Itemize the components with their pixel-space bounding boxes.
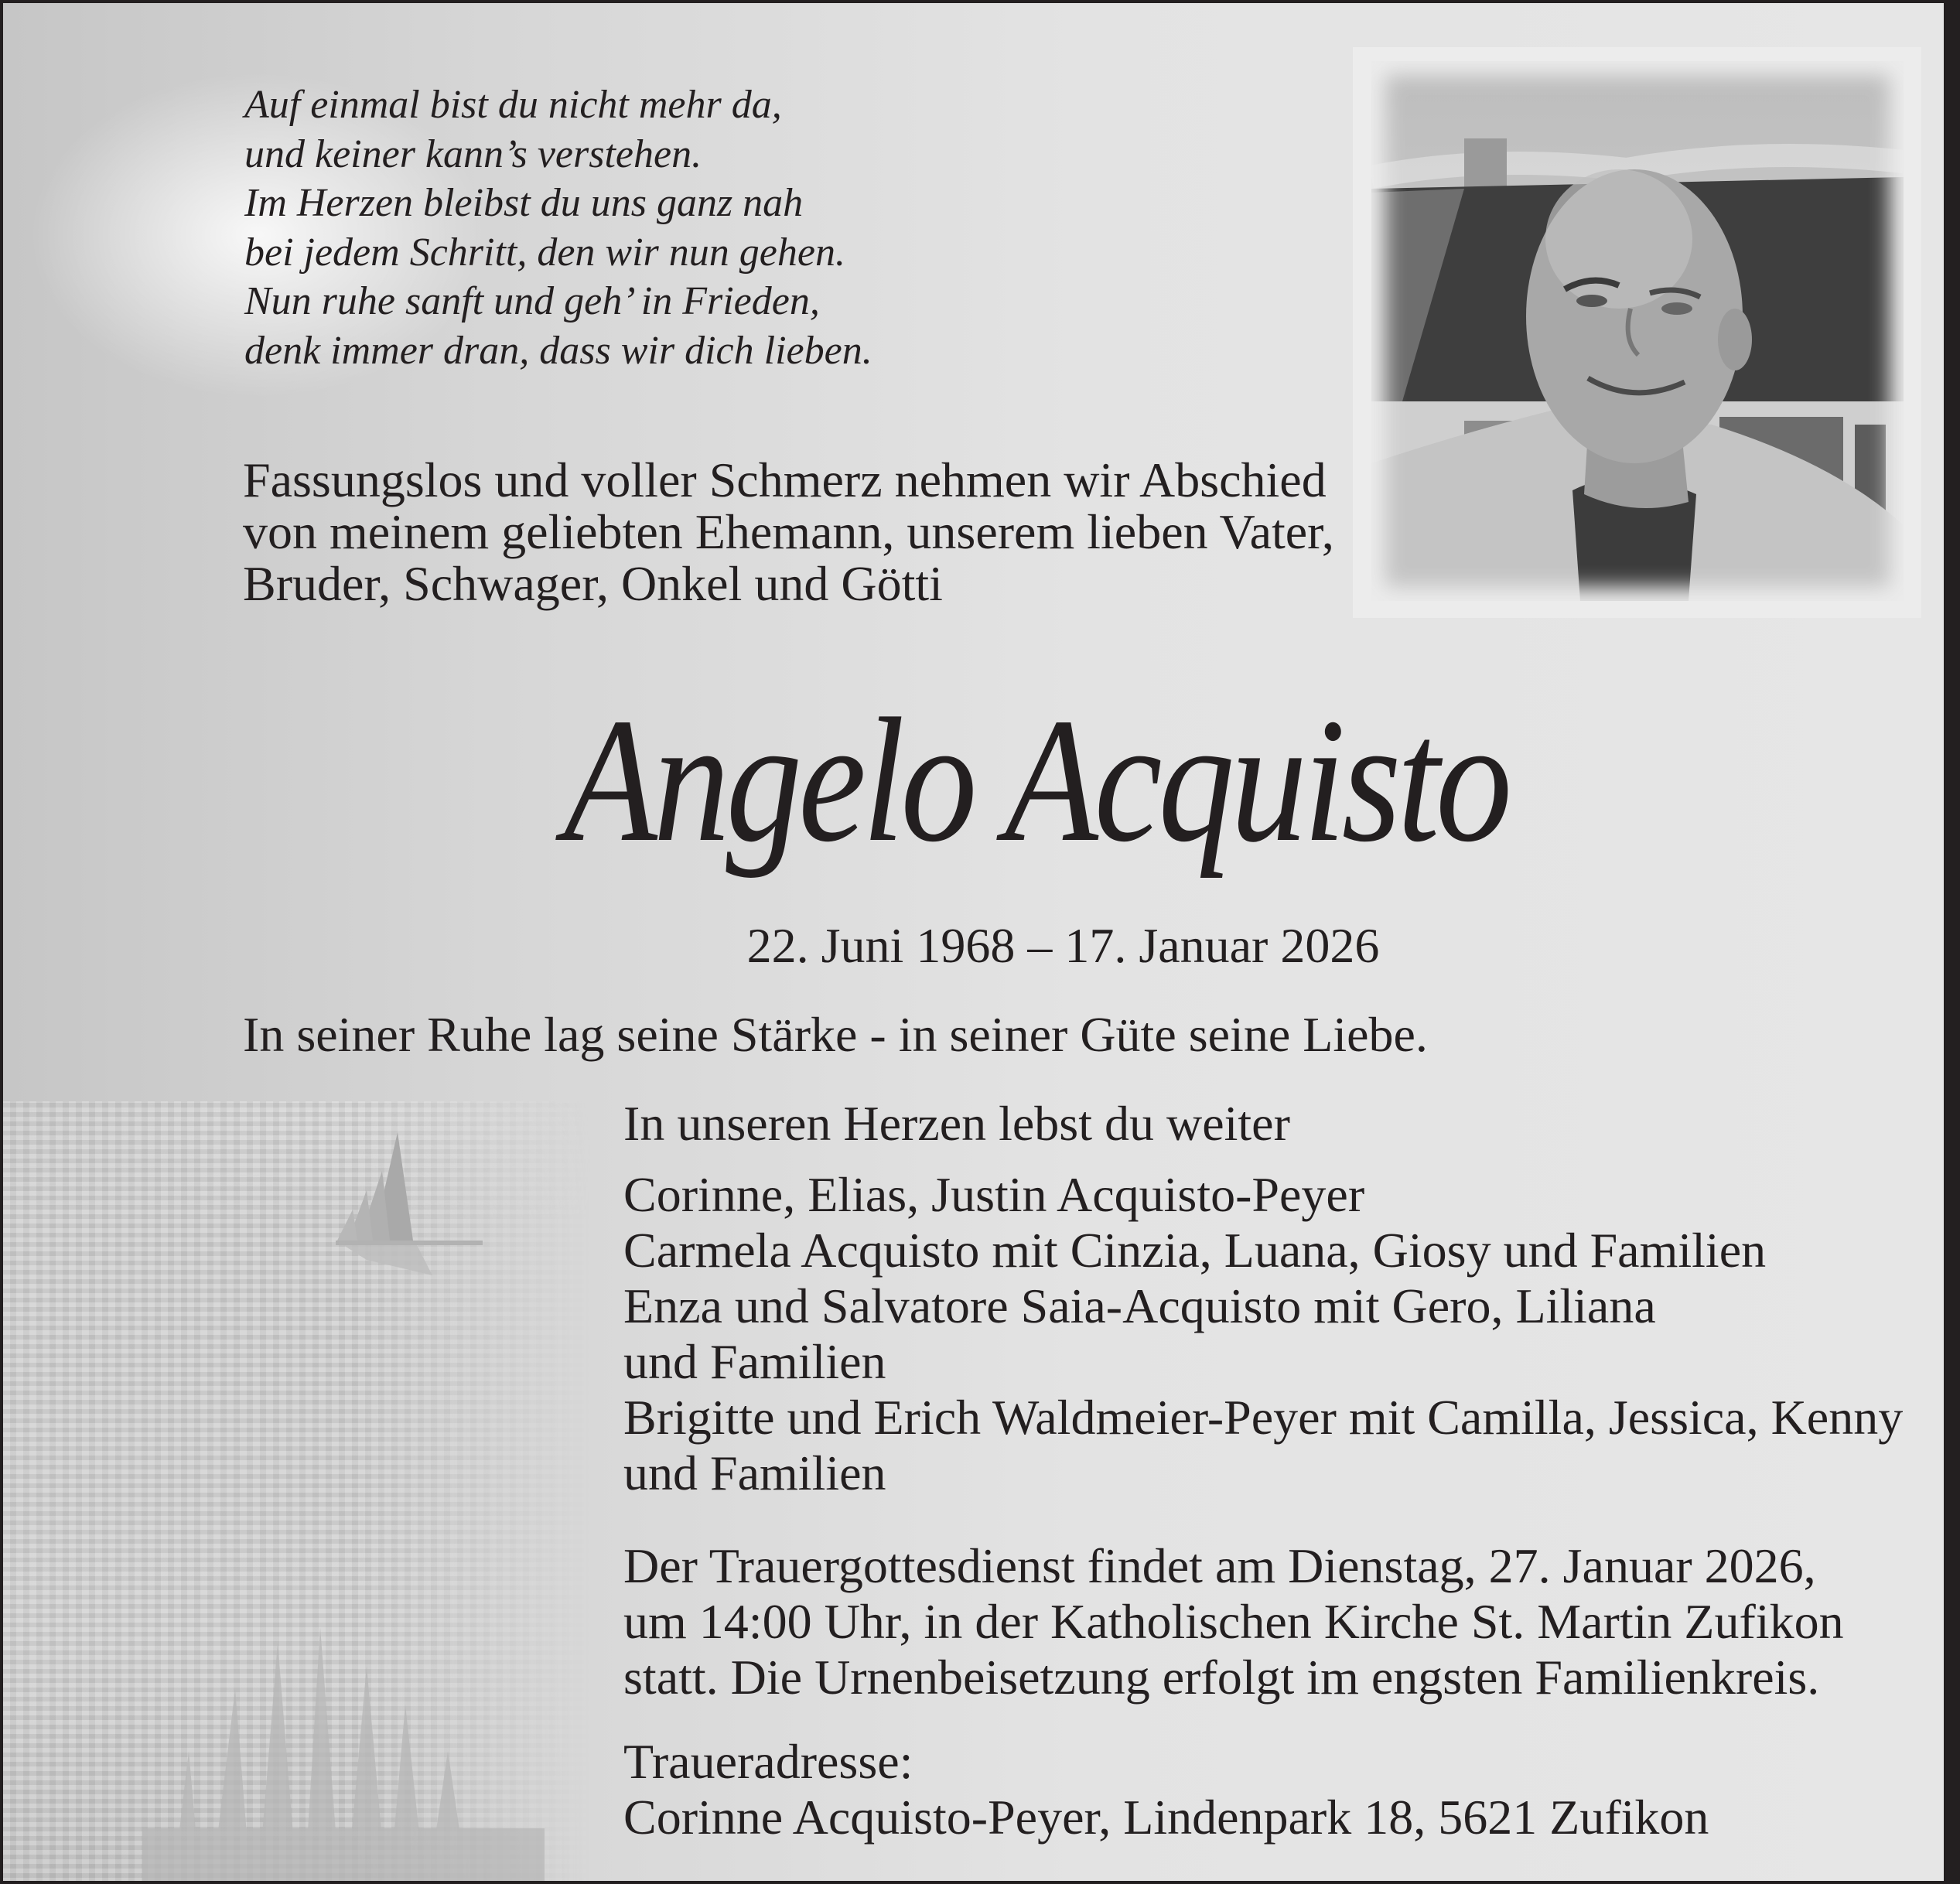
border-right	[1944, 3, 1951, 1881]
service-line: statt. Die Urnenbeisetzung erfolgt im engsten Familienkreis.	[623, 1650, 1820, 1705]
obituary-card	[3, 3, 1951, 1881]
service-line: um 14:00 Uhr, in der Katholischen Kirche St. Martin Zufikon	[623, 1594, 1844, 1649]
intro-line: Fassungslos und voller Schmerz nehmen wir Abschied	[243, 452, 1327, 507]
mourner-line: Carmela Acquisto mit Cinzia, Luana, Giosy und Familien	[623, 1223, 1767, 1278]
mourner-line: Brigitte und Erich Waldmeier-Peyer mit Camilla, Jessica, Kenny	[623, 1390, 1904, 1445]
mourners-heading: In unseren Herzen lebst du weiter	[623, 1096, 1290, 1151]
service-line: Der Trauergottesdienst findet am Dienstag, 27. Januar 2026,	[623, 1538, 1816, 1593]
poem	[244, 80, 872, 375]
life-dates: 22. Juni 1968 – 17. Januar 2026	[746, 918, 1380, 973]
intro-line: Bruder, Schwager, Onkel und Götti	[243, 556, 943, 611]
sailboat-icon	[282, 1117, 514, 1302]
photo-vignette	[1371, 61, 1904, 601]
deceased-name: Angelo Acquisto	[564, 681, 1508, 879]
motto: In seiner Ruhe lag seine Stärke - in seiner Güte seine Liebe.	[243, 1007, 1428, 1062]
mourner-line: Corinne, Elias, Justin Acquisto-Peyer	[623, 1167, 1365, 1222]
mourners-list	[623, 1167, 1903, 1501]
mourner-line: Enza und Salvatore Saia-Acquisto mit Gero, Liliana	[623, 1278, 1656, 1333]
mourner-line: und Familien	[623, 1445, 886, 1500]
reeds-silhouette-icon	[142, 1596, 545, 1881]
service-info	[623, 1538, 1844, 1705]
poem-line: Auf einmal bist du nicht mehr da,	[244, 83, 782, 127]
poem-line: Nun ruhe sanft und geh’ in Frieden,	[244, 279, 820, 323]
poem-line: und keiner kann’s verstehen.	[244, 131, 702, 176]
poem-line: bei jedem Schritt, den wir nun gehen.	[244, 230, 845, 275]
poem-line: denk immer dran, dass wir dich lieben.	[244, 328, 872, 373]
address-value: Corinne Acquisto-Peyer, Lindenpark 18, 5621 Zufikon	[623, 1790, 1709, 1845]
poem-line: Im Herzen bleibst du uns ganz nah	[244, 181, 804, 225]
address-label: Traueradresse:	[623, 1734, 913, 1789]
intro-line: von meinem geliebten Ehemann, unserem lieben Vater,	[243, 504, 1334, 559]
farewell-intro	[243, 454, 1334, 609]
mourning-address	[623, 1734, 1709, 1845]
portrait-photo	[1371, 61, 1904, 601]
mourner-line: und Familien	[623, 1334, 886, 1389]
